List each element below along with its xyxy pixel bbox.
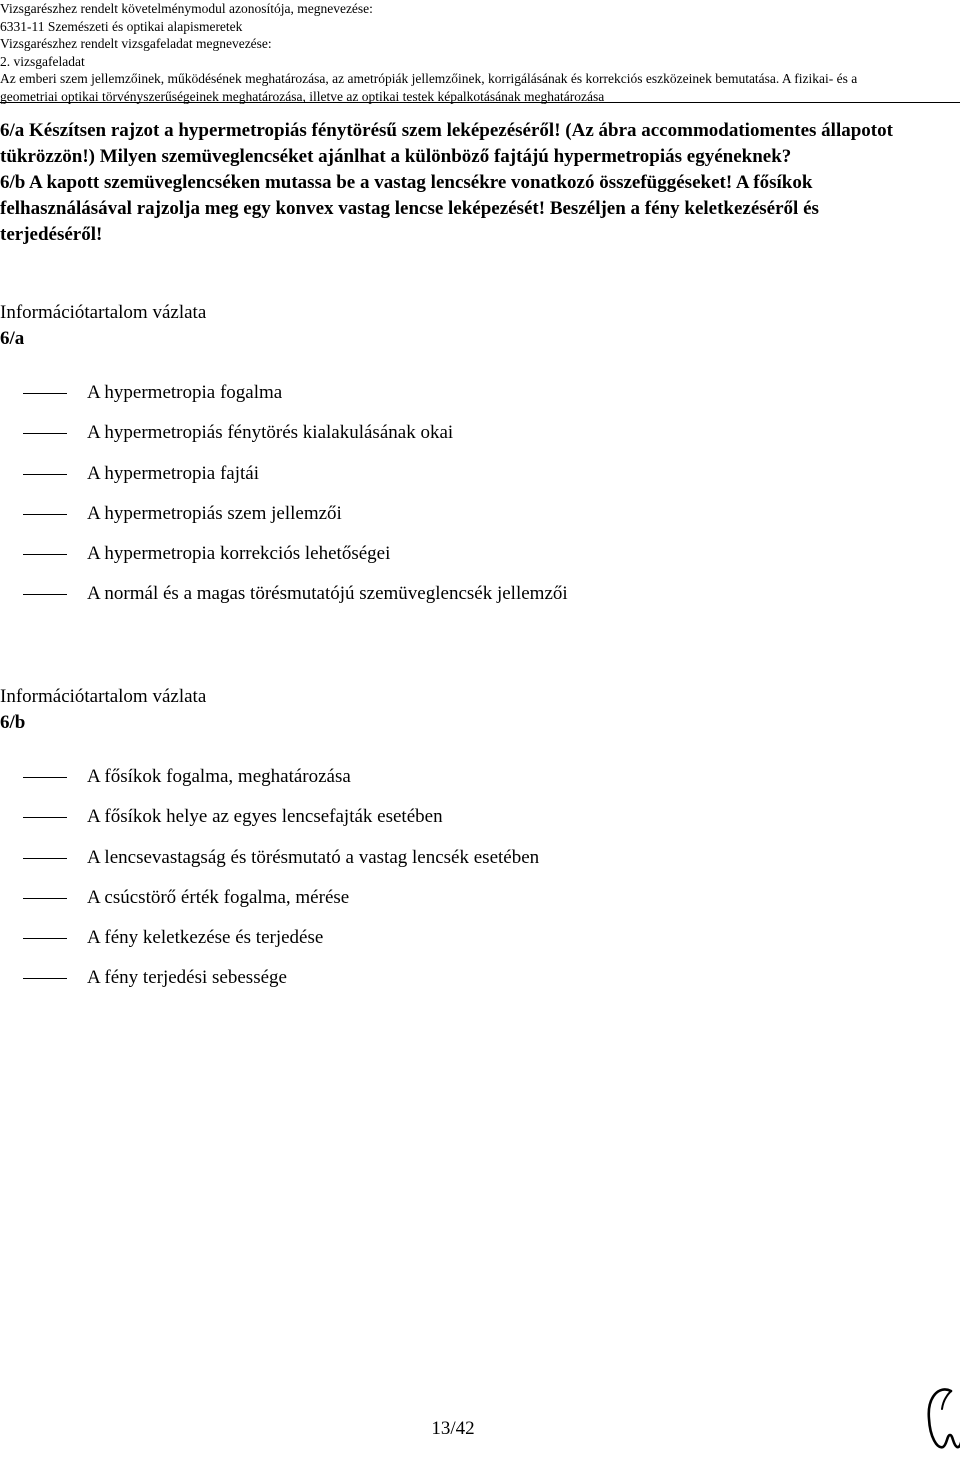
list-item-text: A fősíkok fogalma, meghatározása — [87, 766, 351, 787]
header-task-number: 2. vizsgafeladat — [0, 53, 85, 69]
list-item — [0, 461, 900, 501]
header-divider — [0, 102, 960, 103]
dash-bullet — [23, 393, 67, 394]
section-a-heading: Információtartalom vázlata — [0, 302, 207, 323]
page-number: 13/42 — [431, 1418, 475, 1439]
dash-bullet — [23, 938, 67, 939]
section-a-outline — [0, 380, 900, 622]
handwritten-initial-signature — [917, 1383, 960, 1455]
list-item-text: A hypermetropiás fénytörés kialakulásának okai — [87, 422, 454, 444]
task-statements — [0, 118, 915, 248]
list-item-text: A hypermetropia korrekciós lehetőségei — [87, 543, 391, 565]
dash-bullet — [23, 594, 67, 595]
list-item — [0, 541, 900, 581]
page-header — [0, 0, 960, 105]
section-b-heading: Információtartalom vázlata — [0, 686, 207, 707]
list-item-text: A fősíkok helye az egyes lencsefajták esetében — [87, 806, 443, 828]
list-item — [0, 420, 900, 460]
list-item — [0, 885, 900, 925]
dash-bullet — [23, 514, 67, 515]
header-module-name: 6331-11 Szemészeti és optikai alapismeretek — [0, 18, 243, 34]
dash-bullet — [23, 433, 67, 434]
list-item — [0, 845, 900, 885]
header-task-label: Vizsgarészhez rendelt vizsgafeladat megnevezése: — [0, 36, 272, 51]
list-item-text: A csúcstörő érték fogalma, mérése — [87, 886, 350, 908]
list-item-text: A hypermetropia fogalma — [87, 382, 283, 403]
header-module-label: Vizsgarészhez rendelt követelménymodul azonosítója, megnevezése: — [0, 1, 373, 16]
list-item-text: A fény keletkezése és terjedése — [87, 927, 324, 949]
list-item — [0, 804, 900, 844]
list-item-text: A hypermetropiás szem jellemzői — [87, 502, 342, 524]
dash-bullet — [23, 978, 67, 979]
section-a-heading-block — [0, 300, 206, 352]
list-item — [0, 501, 900, 541]
dash-bullet — [23, 898, 67, 899]
list-item-text: A lencsevastagság és törésmutató a vastag lencsék esetében — [87, 846, 540, 868]
dash-bullet — [23, 858, 67, 859]
section-b-outline — [0, 764, 900, 1006]
list-item — [0, 925, 900, 965]
list-item — [0, 380, 900, 420]
task-b-statement: 6/b A kapott szemüveglencséken mutassa be a vastag lencsékre vonatkozó összefüggéseket! A fősíkok felhasználásával rajzolja meg egy konvex vastag lencse leképezését! Beszéljen a fény keletkezéséről és terjedéséről! — [0, 172, 819, 245]
dash-bullet — [23, 554, 67, 555]
section-b-subheading: 6/b — [0, 712, 26, 733]
list-item — [0, 965, 900, 1005]
header-task-description: Az emberi szem jellemzőinek, működésének meghatározása, az ametrópiák jellemzőinek, korrigálásának és korrekciós eszközeinek bemutatása. A fizikai- és a geometriai optikai törvényszerűségeinek meghatározása, illetve az optikai testek képalkotásának meghatározása — [0, 71, 858, 104]
dash-bullet — [23, 474, 67, 475]
task-a-statement: 6/a Készítsen rajzot a hypermetropiás fénytörésű szem leképezéséről! (Az ábra accommodatiomentes állapotot tükrözzön!) Milyen szemüveglencséket ajánlhat a különböző fajtájú hypermetropiás egyéneknek? — [0, 120, 893, 167]
list-item — [0, 581, 900, 621]
section-a-subheading: 6/a — [0, 328, 25, 349]
dash-bullet — [23, 817, 67, 818]
list-item-text: A normál és a magas törésmutatójú szemüveglencsék jellemzői — [87, 583, 568, 605]
dash-bullet — [23, 777, 67, 778]
list-item — [0, 764, 900, 804]
section-b-heading-block — [0, 684, 206, 736]
list-item-text: A fény terjedési sebessége — [87, 967, 287, 989]
list-item-text: A hypermetropia fajtái — [87, 462, 259, 484]
